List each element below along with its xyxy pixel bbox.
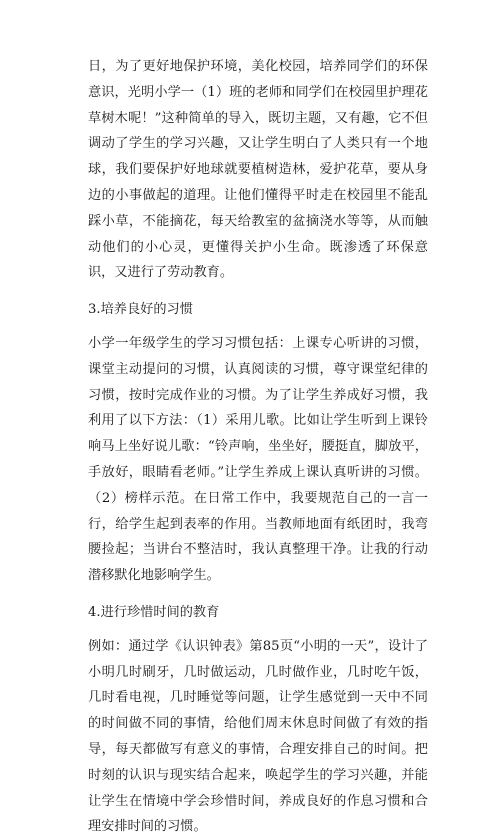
paragraph-environment: 日，为了更好地保护环境，美化校园，培养同学们的环保意识，光明小学一（1）班的老师和同学们在校园里护理花草树木呢！”这种简单的导入，既切主题，又有趣，它不但调动了学生的学习兴趣，又让学生明白了人类只有一个地球，我们要保护好地球就要植树造林，爱护花草，要从身边的小事做起的道理。让他们懂得平时走在校园里不能乱踩小草，不能摘花，每天给教室的盆摘浇水等等，从而触动他们的小心灵，更懂得关护小生命。既渗透了环保意识，又进行了劳动教育。	[88, 59, 428, 281]
heading-time-education: 4.进行珍惜时间的教育	[88, 604, 220, 620]
paragraph-habits: 小学一年级学生的学习习惯包括：上课专心听讲的习惯，课堂主动提问的习惯，认真阅读的习惯，尊守课堂纪律的习惯，按时完成作业的习惯。为了让学生养成好习惯，我利用了以下方法：（1）采用儿歌。比如让学生听到上课铃响马上坐好说儿歌：“铃声响，坐坐好，腰挺直，脚放平，手放好，眼睛看老师。”让学生养成上课认真听讲的习惯。（2）榜样示范。在日常工作中，我要规范自己的一言一行，给学生起到表率的作用。当教师地面有纸团时，我弯腰捡起；当讲台不整洁时，我认真整理干净。让我的行动潜移默化地影响学生。	[88, 335, 428, 584]
heading-good-habits: 3.培养良好的习惯	[88, 302, 193, 318]
paragraph-time: 例如：通过学《认识钟表》第85页“小明的一天”，设计了小明几时刷牙，几时做运动，几时做作业，几时吃午饭，几时看电视，几时睡觉等问题，让学生感觉到一天中不同的时间做不同的事情，给他们周末休息时间做了有效的指导，每天都做写有意义的事情，合理安排自己的时间。把时刻的认识与现实结合起来，唤起学生的学习兴趣，并能让学生在情境中学会珍惜时间，养成良好的作息习惯和合理安排时间的习惯。	[88, 638, 428, 835]
document-page	[88, 54, 428, 840]
